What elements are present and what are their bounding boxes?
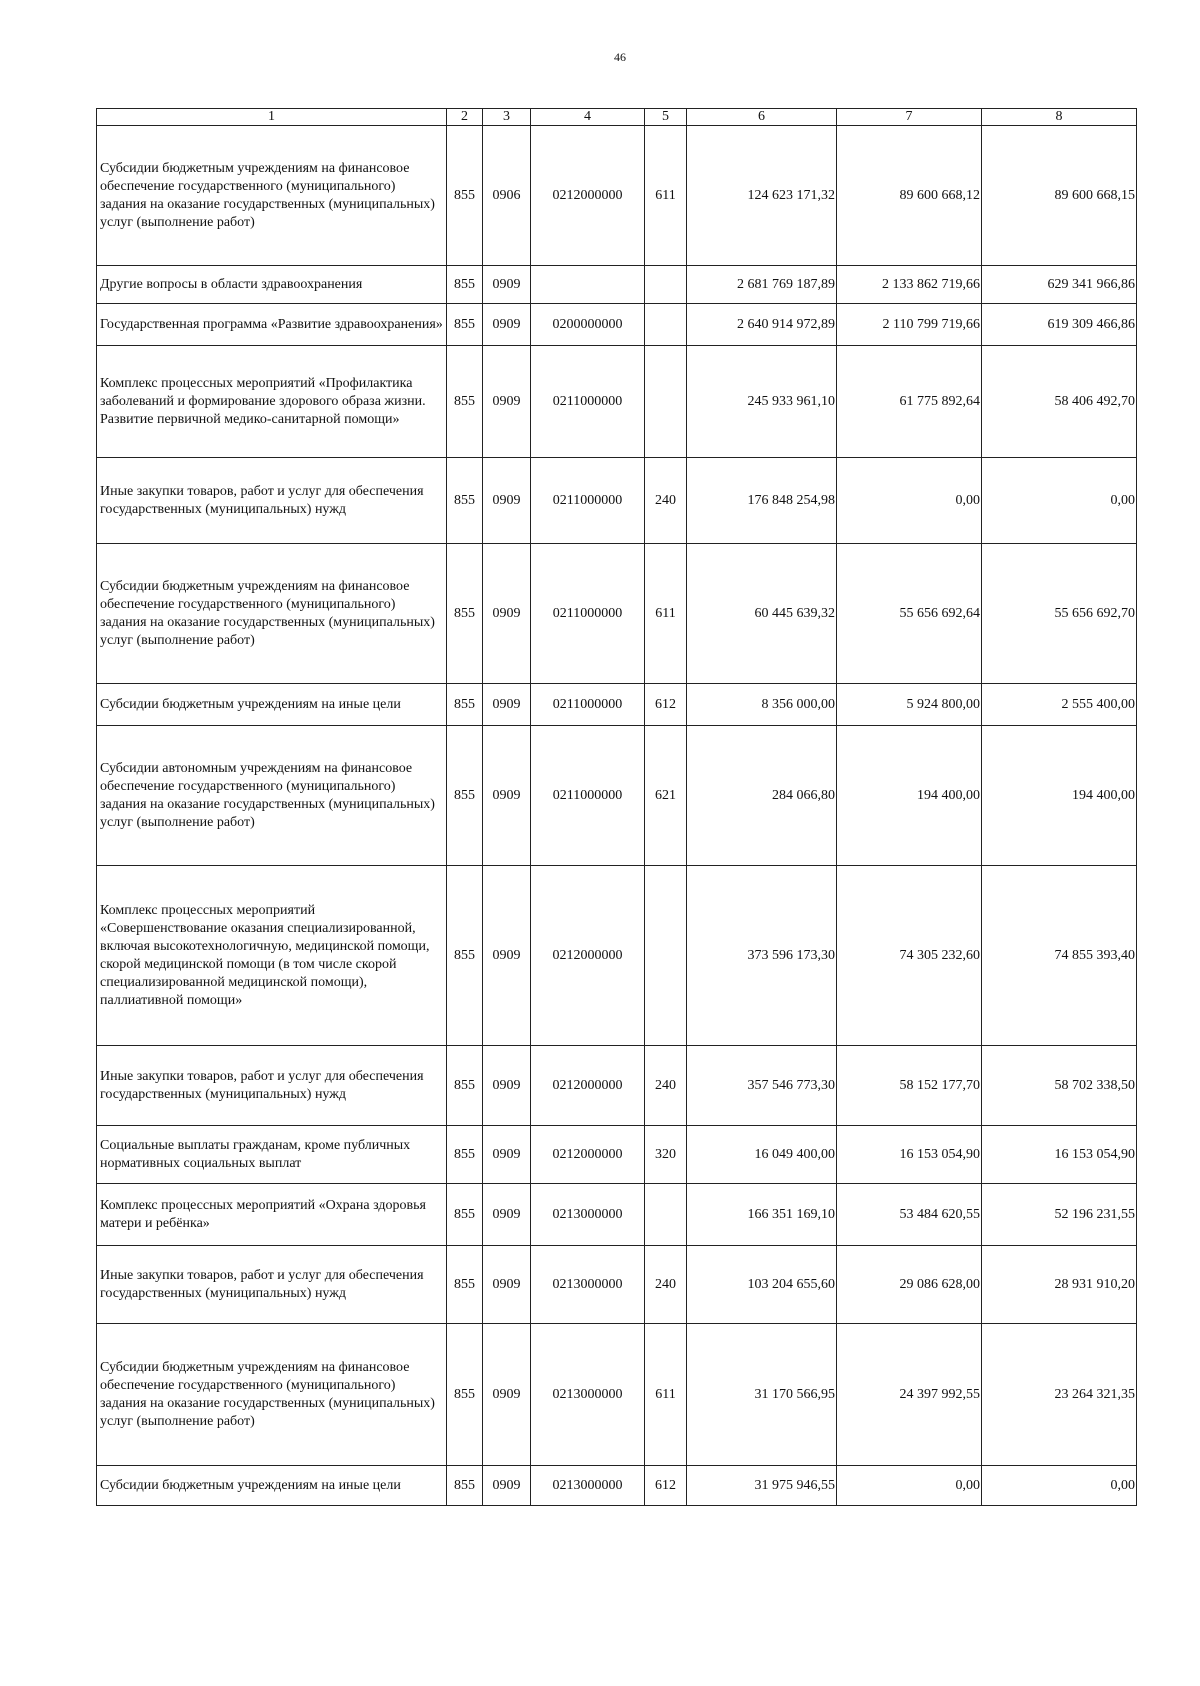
target-article-code: 0211000000 (531, 684, 645, 726)
table-row (97, 304, 1137, 346)
amount-col6: 31 975 946,55 (687, 1466, 837, 1506)
target-article-code: 0212000000 (531, 1126, 645, 1184)
expense-type-code: 240 (645, 1246, 687, 1324)
expense-type-code: 621 (645, 726, 687, 866)
target-article-code: 0211000000 (531, 346, 645, 458)
amount-col6: 60 445 639,32 (687, 544, 837, 684)
column-header: 5 (645, 109, 687, 126)
target-article-code: 0213000000 (531, 1324, 645, 1466)
column-header: 1 (97, 109, 447, 126)
amount-col8: 89 600 668,15 (982, 126, 1137, 266)
section-code: 0909 (483, 1246, 531, 1324)
amount-col6: 124 623 171,32 (687, 126, 837, 266)
expense-type-code (645, 346, 687, 458)
row-description: Субсидии автономным учреждениям на финансовое обеспечение государственного (муниципального) задания на оказание государственных (муниципальных) услуг (выполнение работ) (97, 726, 447, 866)
column-header: 8 (982, 109, 1137, 126)
target-article-code: 0213000000 (531, 1246, 645, 1324)
section-code: 0909 (483, 304, 531, 346)
admin-code: 855 (447, 458, 483, 544)
admin-code: 855 (447, 1466, 483, 1506)
row-description: Субсидии бюджетным учреждениям на финансовое обеспечение государственного (муниципального) задания на оказание государственных (муниципальных) услуг (выполнение работ) (97, 126, 447, 266)
amount-col7: 2 133 862 719,66 (837, 266, 982, 304)
expense-type-code: 612 (645, 684, 687, 726)
budget-table (96, 108, 1137, 1506)
target-article-code: 0211000000 (531, 544, 645, 684)
admin-code: 855 (447, 1184, 483, 1246)
amount-col6: 284 066,80 (687, 726, 837, 866)
table-row (97, 458, 1137, 544)
target-article-code: 0212000000 (531, 866, 645, 1046)
amount-col6: 166 351 169,10 (687, 1184, 837, 1246)
table-row (97, 1046, 1137, 1126)
amount-col7: 24 397 992,55 (837, 1324, 982, 1466)
admin-code: 855 (447, 126, 483, 266)
target-article-code: 0212000000 (531, 1046, 645, 1126)
amount-col8: 0,00 (982, 1466, 1137, 1506)
amount-col8: 28 931 910,20 (982, 1246, 1137, 1324)
amount-col8: 194 400,00 (982, 726, 1137, 866)
expense-type-code: 611 (645, 544, 687, 684)
row-description: Государственная программа «Развитие здравоохранения» (97, 304, 447, 346)
amount-col6: 2 640 914 972,89 (687, 304, 837, 346)
section-code: 0909 (483, 346, 531, 458)
target-article-code: 0200000000 (531, 304, 645, 346)
amount-col6: 373 596 173,30 (687, 866, 837, 1046)
expense-type-code: 240 (645, 458, 687, 544)
row-description: Другие вопросы в области здравоохранения (97, 266, 447, 304)
row-description: Комплекс процессных мероприятий «Охрана здоровья матери и ребёнка» (97, 1184, 447, 1246)
admin-code: 855 (447, 544, 483, 684)
amount-col7: 61 775 892,64 (837, 346, 982, 458)
section-code: 0909 (483, 1126, 531, 1184)
expense-type-code (645, 304, 687, 346)
amount-col8: 2 555 400,00 (982, 684, 1137, 726)
expense-type-code: 611 (645, 126, 687, 266)
column-header: 3 (483, 109, 531, 126)
amount-col7: 0,00 (837, 458, 982, 544)
amount-col8: 23 264 321,35 (982, 1324, 1137, 1466)
amount-col7: 29 086 628,00 (837, 1246, 982, 1324)
column-header: 6 (687, 109, 837, 126)
target-article-code: 0211000000 (531, 726, 645, 866)
admin-code: 855 (447, 266, 483, 304)
admin-code: 855 (447, 1126, 483, 1184)
table-row (97, 346, 1137, 458)
amount-col7: 2 110 799 719,66 (837, 304, 982, 346)
amount-col6: 357 546 773,30 (687, 1046, 837, 1126)
row-description: Иные закупки товаров, работ и услуг для обеспечения государственных (муниципальных) нужд (97, 458, 447, 544)
target-article-code: 0213000000 (531, 1184, 645, 1246)
expense-type-code: 612 (645, 1466, 687, 1506)
section-code: 0909 (483, 866, 531, 1046)
section-code: 0909 (483, 1184, 531, 1246)
amount-col7: 16 153 054,90 (837, 1126, 982, 1184)
table-row (97, 1324, 1137, 1466)
expense-type-code (645, 866, 687, 1046)
table-row (97, 1246, 1137, 1324)
amount-col7: 89 600 668,12 (837, 126, 982, 266)
table-row (97, 866, 1137, 1046)
amount-col6: 245 933 961,10 (687, 346, 837, 458)
amount-col8: 16 153 054,90 (982, 1126, 1137, 1184)
section-code: 0909 (483, 544, 531, 684)
row-description: Субсидии бюджетным учреждениям на иные цели (97, 1466, 447, 1506)
admin-code: 855 (447, 1246, 483, 1324)
amount-col8: 629 341 966,86 (982, 266, 1137, 304)
table-row (97, 1466, 1137, 1506)
amount-col8: 55 656 692,70 (982, 544, 1137, 684)
amount-col6: 16 049 400,00 (687, 1126, 837, 1184)
section-code: 0909 (483, 1324, 531, 1466)
column-header: 4 (531, 109, 645, 126)
page-number: 46 (614, 50, 626, 64)
admin-code: 855 (447, 726, 483, 866)
amount-col8: 619 309 466,86 (982, 304, 1137, 346)
section-code: 0909 (483, 458, 531, 544)
amount-col8: 58 702 338,50 (982, 1046, 1137, 1126)
expense-type-code: 240 (645, 1046, 687, 1126)
section-code: 0909 (483, 726, 531, 866)
column-header: 2 (447, 109, 483, 126)
table-row (97, 1184, 1137, 1246)
target-article-code: 0212000000 (531, 126, 645, 266)
header-row (97, 109, 1137, 126)
amount-col8: 52 196 231,55 (982, 1184, 1137, 1246)
expense-type-code (645, 1184, 687, 1246)
amount-col8: 0,00 (982, 458, 1137, 544)
table-row (97, 126, 1137, 266)
section-code: 0909 (483, 1466, 531, 1506)
expense-type-code (645, 266, 687, 304)
row-description: Комплекс процессных мероприятий «Профилактика заболеваний и формирование здорового образа жизни. Развитие первичной медико-санитарной помощи» (97, 346, 447, 458)
amount-col8: 58 406 492,70 (982, 346, 1137, 458)
section-code: 0909 (483, 1046, 531, 1126)
table-row (97, 1126, 1137, 1184)
table-row (97, 544, 1137, 684)
expense-type-code: 611 (645, 1324, 687, 1466)
admin-code: 855 (447, 1046, 483, 1126)
target-article-code: 0211000000 (531, 458, 645, 544)
table-row (97, 726, 1137, 866)
row-description: Субсидии бюджетным учреждениям на финансовое обеспечение государственного (муниципального) задания на оказание государственных (муниципальных) услуг (выполнение работ) (97, 544, 447, 684)
row-description: Комплекс процессных мероприятий «Совершенствование оказания специализированной, включая высокотехнологичную, медицинской помощи, скорой медицинской помощи (в том числе скорой специализированной медицинской помощи), паллиативной помощи» (97, 866, 447, 1046)
admin-code: 855 (447, 346, 483, 458)
amount-col6: 8 356 000,00 (687, 684, 837, 726)
admin-code: 855 (447, 304, 483, 346)
amount-col7: 55 656 692,64 (837, 544, 982, 684)
target-article-code: 0213000000 (531, 1466, 645, 1506)
amount-col6: 176 848 254,98 (687, 458, 837, 544)
row-description: Субсидии бюджетным учреждениям на иные цели (97, 684, 447, 726)
row-description: Иные закупки товаров, работ и услуг для обеспечения государственных (муниципальных) нужд (97, 1246, 447, 1324)
amount-col7: 5 924 800,00 (837, 684, 982, 726)
table-row (97, 266, 1137, 304)
amount-col7: 0,00 (837, 1466, 982, 1506)
amount-col6: 2 681 769 187,89 (687, 266, 837, 304)
amount-col7: 74 305 232,60 (837, 866, 982, 1046)
amount-col6: 103 204 655,60 (687, 1246, 837, 1324)
admin-code: 855 (447, 1324, 483, 1466)
column-header: 7 (837, 109, 982, 126)
admin-code: 855 (447, 866, 483, 1046)
table-row (97, 684, 1137, 726)
amount-col7: 53 484 620,55 (837, 1184, 982, 1246)
section-code: 0909 (483, 684, 531, 726)
amount-col7: 194 400,00 (837, 726, 982, 866)
expense-type-code: 320 (645, 1126, 687, 1184)
target-article-code (531, 266, 645, 304)
row-description: Субсидии бюджетным учреждениям на финансовое обеспечение государственного (муниципального) задания на оказание государственных (муниципальных) услуг (выполнение работ) (97, 1324, 447, 1466)
amount-col8: 74 855 393,40 (982, 866, 1137, 1046)
row-description: Иные закупки товаров, работ и услуг для обеспечения государственных (муниципальных) нужд (97, 1046, 447, 1126)
admin-code: 855 (447, 684, 483, 726)
amount-col7: 58 152 177,70 (837, 1046, 982, 1126)
section-code: 0906 (483, 126, 531, 266)
section-code: 0909 (483, 266, 531, 304)
row-description: Социальные выплаты гражданам, кроме публичных нормативных социальных выплат (97, 1126, 447, 1184)
amount-col6: 31 170 566,95 (687, 1324, 837, 1466)
